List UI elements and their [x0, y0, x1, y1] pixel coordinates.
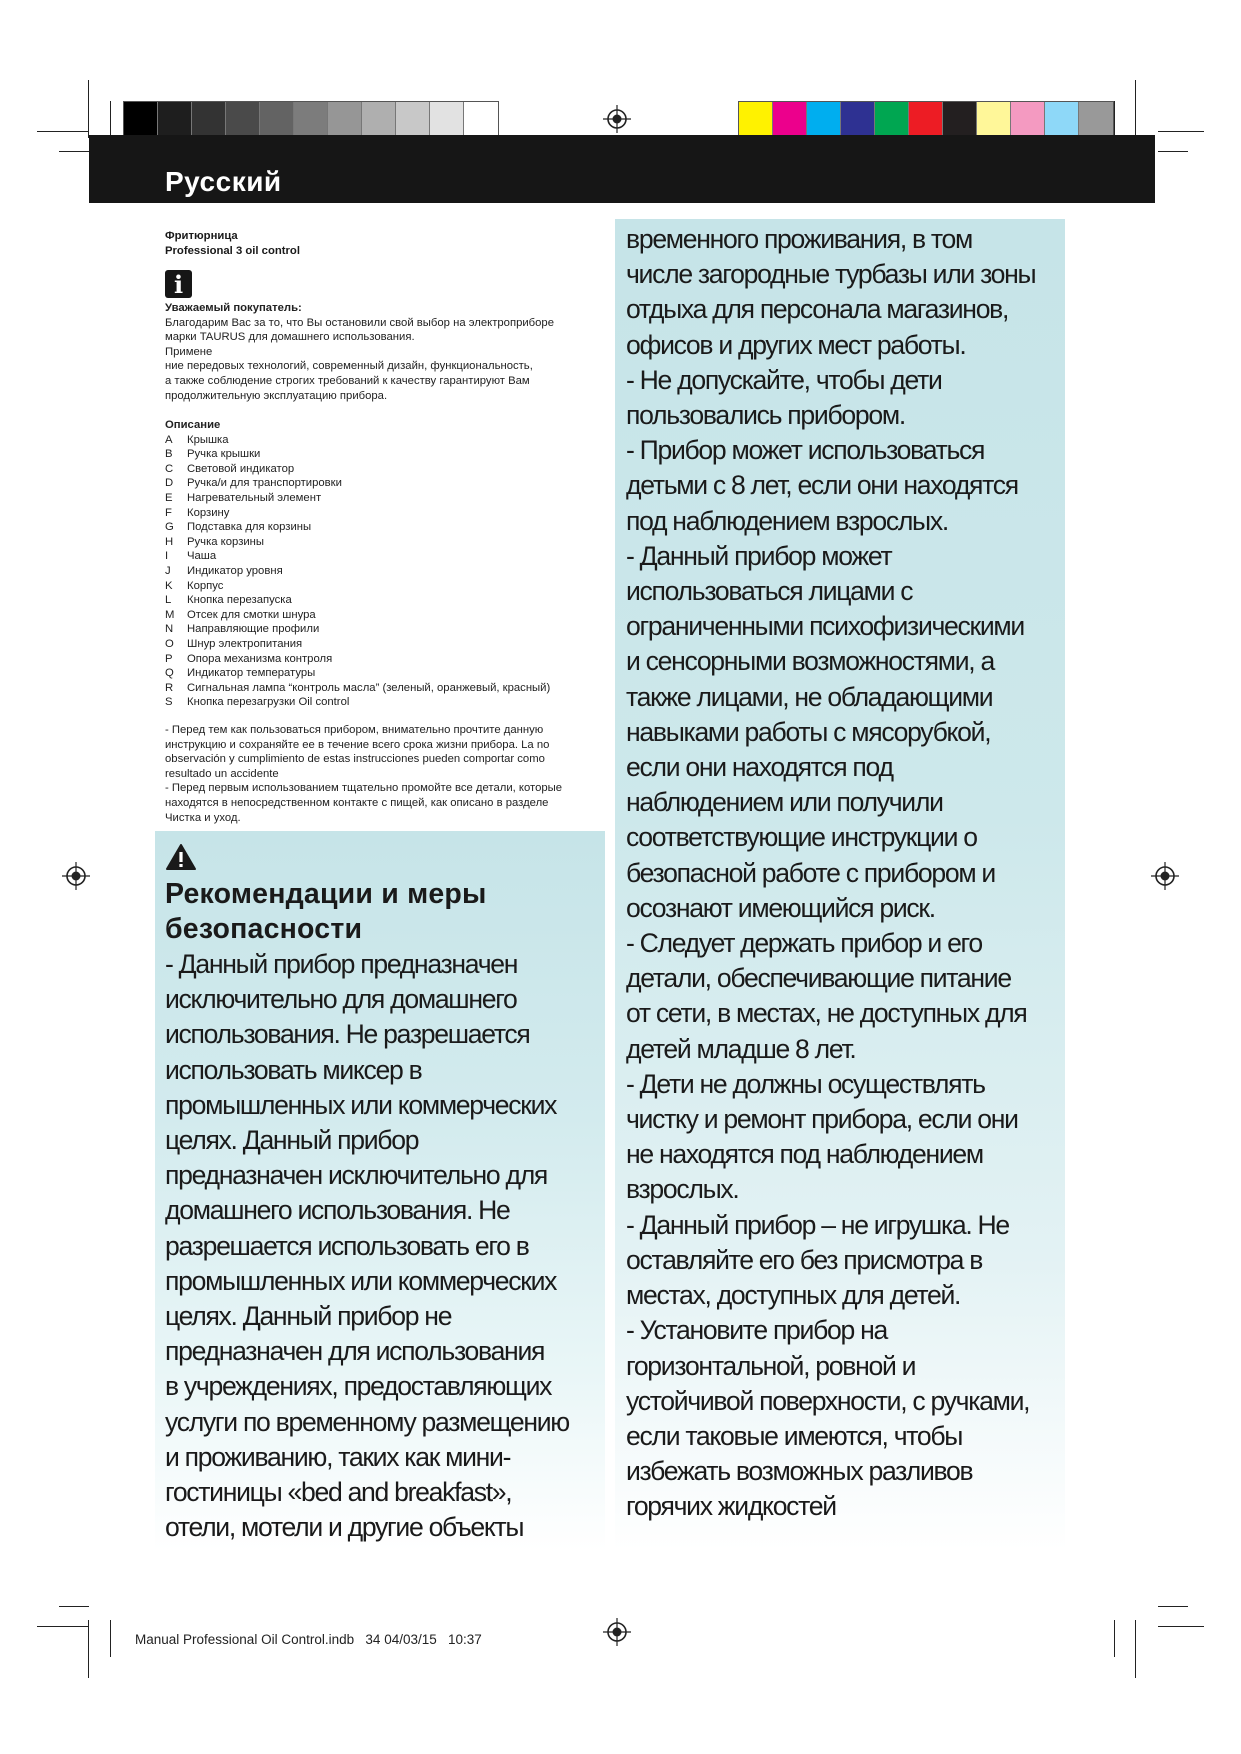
- safety-line: местах, доступных для детей.: [626, 1280, 961, 1311]
- safety-line: использовать миксер в: [165, 1054, 422, 1085]
- part-item: [165, 462, 605, 477]
- color-swatch: [328, 102, 362, 136]
- color-swatch: [294, 102, 328, 136]
- safety-line: не находятся под наблюдением: [626, 1139, 983, 1170]
- crop-mark: [1158, 131, 1204, 132]
- safety-line: промышленных или коммерческих: [165, 1265, 557, 1296]
- part-letter: E: [165, 491, 173, 504]
- footer-date: 04/03/15: [384, 1632, 437, 1647]
- part-label: Чаша: [187, 550, 217, 563]
- part-item: [165, 622, 605, 637]
- part-item: [165, 506, 605, 521]
- part-item: [165, 564, 605, 579]
- part-label: Световой индикатор: [187, 462, 295, 475]
- safety-line: числе загородные турбазы или зоны: [626, 259, 1036, 290]
- color-swatch: [430, 102, 464, 136]
- safety-line: - Дети не должны осуществлять: [626, 1068, 985, 1099]
- crop-mark: [88, 80, 89, 138]
- part-letter: K: [165, 579, 173, 592]
- part-letter: I: [165, 550, 169, 563]
- color-swatch: [158, 102, 192, 136]
- part-label: Отсек для смотки шнура: [187, 608, 316, 621]
- footer-time: 10:37: [448, 1632, 482, 1647]
- note-line: - Перед тем как пользоваться прибором, внимательно прочтите данную: [165, 724, 544, 736]
- part-item: [165, 579, 605, 594]
- process-color-bar: [738, 101, 1114, 137]
- part-item: [165, 637, 605, 652]
- safety-line: пользовались прибором.: [626, 400, 905, 431]
- safety-line: безопасной работе с прибором и: [626, 857, 995, 888]
- crop-mark: [1158, 1606, 1188, 1607]
- safety-line: использования. Не разрешается: [165, 1019, 530, 1050]
- crop-mark: [110, 101, 111, 138]
- intro-line: марки TAURUS для домашнего использования.: [165, 331, 415, 344]
- color-swatch: [260, 102, 294, 136]
- safety-line: взрослых.: [626, 1174, 739, 1205]
- note-line: находятся в непосредственном контакте с пищей, как описано в разделе: [165, 796, 549, 809]
- safety-line: детали, обеспечивающие питание: [626, 963, 1011, 994]
- part-letter: Q: [165, 667, 174, 680]
- safety-line: исключительно для домашнего: [165, 984, 517, 1015]
- safety-line: под наблюдением взрослых.: [626, 505, 948, 536]
- part-item: [165, 666, 605, 681]
- description-section: [165, 418, 605, 710]
- safety-line: осознают имеющийся риск.: [626, 892, 935, 923]
- safety-line: соответствующие инструкции о: [626, 822, 977, 853]
- part-label: Кнопка перезапуска: [187, 594, 292, 607]
- safety-line: - Данный прибор предназначен: [165, 949, 518, 979]
- safety-line: домашнего использования. Не: [165, 1195, 510, 1226]
- print-footer: [135, 1632, 482, 1647]
- part-letter: A: [165, 433, 173, 446]
- crop-mark: [1158, 1626, 1204, 1627]
- safety-line: гостиницы «bed and breakfast»,: [165, 1477, 512, 1508]
- registration-mark-icon: [62, 862, 90, 890]
- safety-title-line: безопасности: [165, 913, 363, 945]
- note-line: resultado un accidente: [165, 767, 279, 780]
- crop-mark: [37, 131, 89, 132]
- safety-line: горизонтальной, ровной и: [626, 1350, 916, 1381]
- part-letter: F: [165, 506, 172, 519]
- part-item: [165, 447, 605, 462]
- crop-mark: [37, 1626, 89, 1627]
- color-swatch: [1079, 102, 1113, 136]
- safety-line: оставляйте его без присмотра в: [626, 1244, 983, 1275]
- part-item: [165, 608, 605, 623]
- part-item: [165, 652, 605, 667]
- product-model: Professional 3 oil control: [165, 245, 300, 257]
- footer-file: Manual Professional Oil Control.indb: [135, 1632, 355, 1647]
- note-line: инструкцию и сохраняйте ее в течение всего срока жизни прибора. La no: [165, 738, 550, 751]
- part-label: Ручка корзины: [187, 535, 265, 548]
- color-swatch: [192, 102, 226, 136]
- part-letter: M: [165, 608, 175, 621]
- part-item: [165, 476, 605, 491]
- safety-title: [165, 877, 595, 947]
- part-letter: R: [165, 681, 174, 694]
- safety-line: от сети, в местах, не доступных для: [626, 998, 1027, 1029]
- part-item: [165, 593, 605, 608]
- part-letter: S: [165, 696, 173, 709]
- color-swatch: [807, 102, 841, 136]
- part-label: Направляющие профили: [187, 623, 320, 636]
- safety-line: целях. Данный прибор не: [165, 1301, 452, 1332]
- safety-line: офисов и других мест работы.: [626, 329, 966, 360]
- safety-line: - Прибор может использоваться: [626, 435, 985, 466]
- part-letter: J: [165, 564, 171, 577]
- intro-line: ние передовых технологий, современный дизайн, функциональность,: [165, 360, 533, 373]
- registration-mark-icon: [603, 1618, 631, 1646]
- part-label: Кнопка перезагрузки Oil control: [187, 696, 350, 709]
- part-label: Крышка: [187, 433, 229, 446]
- safety-line: ограниченными психофизическими: [626, 611, 1024, 642]
- part-item: [165, 695, 605, 710]
- safety-line: - Данный прибор – не игрушка. Не: [626, 1209, 1009, 1240]
- note-line: - Перед первым использованием тщательно промойте все детали, которые: [165, 782, 563, 795]
- safety-line: - Следует держать прибор и его: [626, 928, 982, 959]
- part-letter: P: [165, 652, 173, 665]
- safety-line: - Не допускайте, чтобы дети: [626, 364, 942, 395]
- product-type: Фритюрница: [165, 230, 238, 242]
- footer-page: 34: [365, 1632, 381, 1647]
- safety-title-line: Рекомендации и меры: [165, 878, 487, 910]
- crop-mark: [1135, 80, 1136, 138]
- crop-mark: [1114, 101, 1115, 138]
- part-item: [165, 491, 605, 506]
- page-title: Русский: [165, 166, 282, 197]
- safety-line: и сенсорными возможностями, а: [626, 646, 994, 677]
- part-item: [165, 681, 605, 696]
- note-line: Чистка и уход.: [165, 811, 241, 824]
- part-letter: C: [165, 462, 174, 475]
- crop-mark: [1114, 1620, 1115, 1657]
- safety-line: горячих жидкостей: [626, 1491, 836, 1522]
- color-swatch: [124, 102, 158, 136]
- parts-list: [165, 433, 605, 710]
- part-label: Индикатор температуры: [187, 667, 316, 680]
- color-swatch: [841, 102, 875, 136]
- safety-line: услуги по временному размещению: [165, 1406, 569, 1437]
- safety-text-left: [165, 947, 605, 1545]
- color-swatch: [943, 102, 977, 136]
- safety-line: наблюдением или получили: [626, 787, 943, 818]
- info-icon: i: [165, 270, 192, 298]
- crop-mark: [88, 1620, 89, 1678]
- part-item: [165, 433, 605, 448]
- safety-line: промышленных или коммерческих: [165, 1089, 557, 1120]
- part-label: Корпус: [187, 579, 224, 592]
- part-letter: O: [165, 637, 174, 650]
- part-label: Нагревательный элемент: [187, 491, 322, 504]
- registration-mark-icon: [603, 105, 631, 133]
- safety-line: предназначен для использования: [165, 1336, 545, 1367]
- part-label: Сигнальная лампа “контроль масла” (зеленый, оранжевый, красный): [187, 681, 551, 694]
- safety-line: разрешается использовать его в: [165, 1230, 529, 1261]
- intro-line: продолжительную эксплуатацию прибора.: [165, 389, 388, 402]
- color-swatch: [1045, 102, 1079, 136]
- safety-text-right: [626, 222, 1066, 1525]
- safety-line: также лицами, не обладающими: [626, 681, 993, 712]
- safety-line: если они находятся под: [626, 752, 893, 783]
- part-letter: L: [165, 594, 172, 607]
- part-letter: N: [165, 623, 174, 636]
- color-swatch: [396, 102, 430, 136]
- intro-line: Благодарим Вас за то, что Вы остановили свой выбор на электроприборе: [165, 316, 554, 329]
- safety-line: отдыха для персонала магазинов,: [626, 294, 1009, 325]
- part-item: [165, 535, 605, 550]
- crop-mark: [59, 1606, 89, 1607]
- color-swatch: [875, 102, 909, 136]
- part-label: Индикатор уровня: [187, 564, 283, 577]
- part-letter: G: [165, 521, 174, 534]
- color-swatch: [909, 102, 943, 136]
- intro-line: Примене: [165, 345, 213, 358]
- part-item: [165, 520, 605, 535]
- intro-text: [165, 316, 595, 404]
- crop-mark: [1158, 151, 1188, 152]
- note-line: observación y cumplimiento de estas instrucciones pueden comportar como: [165, 753, 545, 766]
- description-title: Описание: [165, 419, 221, 431]
- registration-mark-icon: [1151, 862, 1179, 890]
- safety-line: временного проживания, в том: [626, 224, 972, 254]
- safety-line: чистку и ремонт прибора, если они: [626, 1104, 1018, 1135]
- color-swatch: [739, 102, 773, 136]
- warning-icon: [165, 843, 197, 871]
- color-swatch: [1011, 102, 1045, 136]
- part-label: Опора механизма контроля: [187, 652, 333, 665]
- grayscale-color-bar: [123, 101, 499, 137]
- safety-line: отели, мотели и другие объекты: [165, 1512, 524, 1543]
- part-label: Подставка для корзины: [187, 521, 312, 534]
- part-label: Корзину: [187, 506, 230, 519]
- part-label: Ручка/и для транспортировки: [187, 477, 342, 490]
- safety-line: - Установите прибор на: [626, 1315, 887, 1346]
- intro-line: а также соблюдение строгих требований к качеству гарантируют Вам: [165, 374, 530, 387]
- safety-line: детей младше 8 лет.: [626, 1033, 856, 1064]
- color-swatch: [464, 102, 498, 136]
- part-label: Шнур электропитания: [187, 637, 303, 650]
- safety-line: и проживанию, таких как мини-: [165, 1441, 511, 1472]
- part-item: [165, 549, 605, 564]
- safety-line: в учреждениях, предоставляющих: [165, 1371, 552, 1402]
- part-letter: D: [165, 477, 174, 490]
- safety-line: целях. Данный прибор: [165, 1125, 419, 1156]
- color-swatch: [226, 102, 260, 136]
- part-label: Ручка крышки: [187, 448, 261, 461]
- safety-line: если таковые имеются, чтобы: [626, 1420, 963, 1451]
- safety-line: устойчивой поверхности, с ручками,: [626, 1385, 1030, 1416]
- product-name: [165, 229, 300, 259]
- crop-mark: [110, 1620, 111, 1657]
- greeting: Уважаемый покупатель:: [165, 302, 302, 314]
- crop-mark: [1135, 1620, 1136, 1678]
- part-letter: H: [165, 535, 174, 548]
- safety-line: использоваться лицами с: [626, 576, 913, 607]
- usage-notes: [165, 723, 605, 825]
- safety-line: предназначен исключительно для: [165, 1160, 548, 1191]
- safety-line: навыками работы с мясорубкой,: [626, 716, 991, 747]
- color-swatch: [362, 102, 396, 136]
- part-letter: B: [165, 448, 173, 461]
- color-swatch: [977, 102, 1011, 136]
- safety-line: детьми с 8 лет, если они находятся: [626, 470, 1018, 501]
- color-swatch: [773, 102, 807, 136]
- safety-line: избежать возможных разливов: [626, 1456, 973, 1487]
- safety-line: - Данный прибор может: [626, 540, 892, 571]
- crop-mark: [59, 151, 89, 152]
- intro-section: [165, 301, 595, 403]
